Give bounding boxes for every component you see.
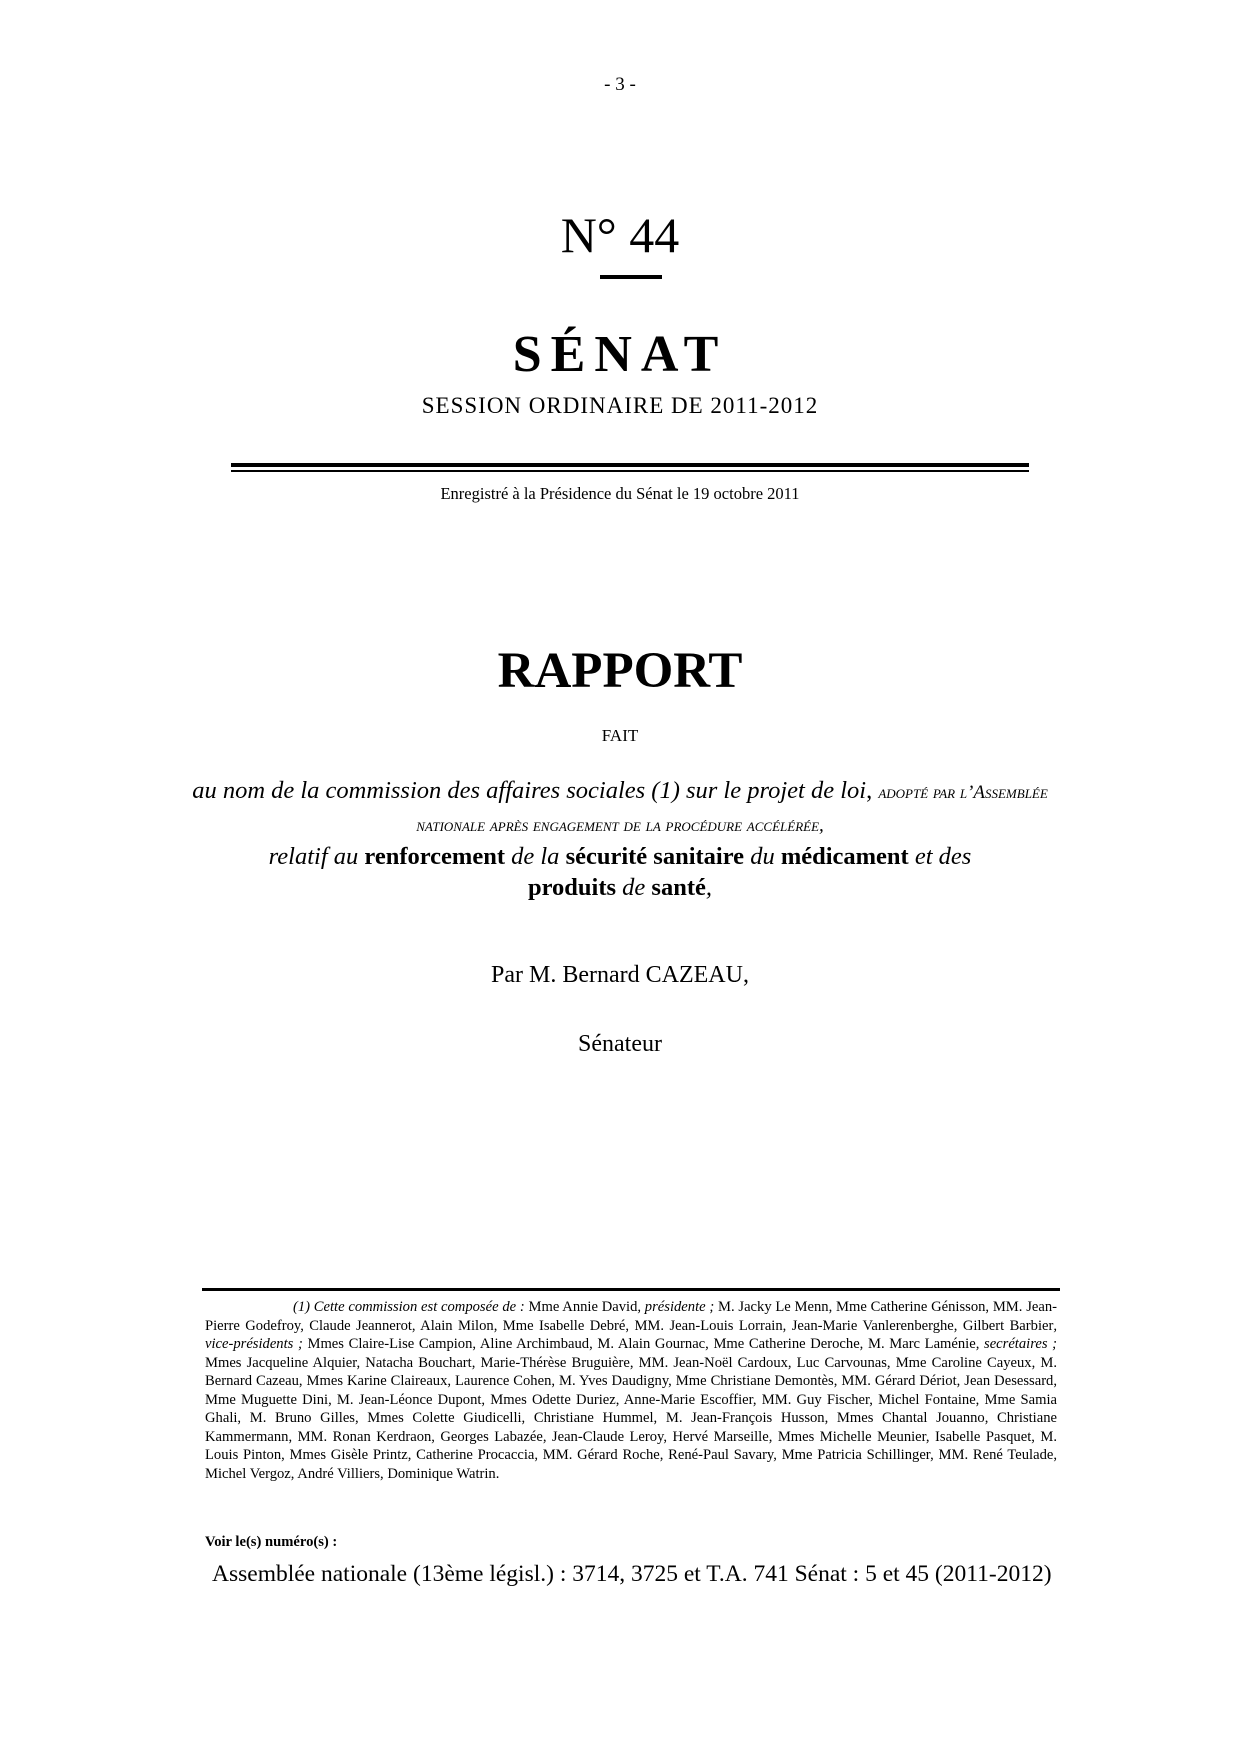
subject-text: du <box>744 843 781 870</box>
registration-line: Enregistré à la Présidence du Sénat le 19 octobre 2011 <box>440 484 800 503</box>
footnote-text: M. Jacky Le Menn, Mme Catherine Génisson, MM. Jean-Pierre Godefroy, Claude Jeannerot, Alain Milon, Mme Isabelle Debré, MM. Jean-Louis Lorrain, Jean-Marie Vanlerenberghe, Gilbert Barbier <box>205 1299 1057 1334</box>
see-numbers-label: Voir le(s) numéro(s) : <box>205 1534 338 1550</box>
footnote <box>205 1298 1057 1483</box>
subject-text: , <box>866 777 879 804</box>
subject-text: au nom de la commission des affaires sociales (1) sur le projet de loi <box>192 777 867 804</box>
title-underline <box>600 275 662 279</box>
subject-bold-text: renforcement <box>364 843 505 870</box>
subject-bold-text: médicament <box>780 843 909 870</box>
footnote-text: (1) Cette commission est composée de : <box>293 1299 529 1315</box>
author-line: Par M. Bernard CAZEAU, <box>491 962 749 988</box>
report-subject <box>180 775 1060 903</box>
subject-text: et des <box>908 843 972 870</box>
double-divider <box>231 463 1029 473</box>
subject-text: de <box>616 874 652 901</box>
footnote-divider <box>202 1288 1060 1291</box>
subject-text: de la <box>505 843 566 870</box>
page-number: - 3 - <box>604 74 636 95</box>
document-type-heading: RAPPORT <box>497 643 743 699</box>
subject-bold-text: santé <box>651 874 706 901</box>
subject-bold-text: sécurité sanitaire <box>565 843 745 870</box>
footnote-text: , vice-présidents ; <box>205 1317 1057 1352</box>
subject-text: , <box>705 874 712 901</box>
chamber-title: SÉNAT <box>512 326 728 383</box>
footnote-text: Mme Annie David <box>528 1299 638 1315</box>
subject-smallcaps-text: adopté par l’Assemblée nationale après engagement de la procédure accélérée, <box>416 782 1048 836</box>
subject-bold-text: produits <box>527 874 617 901</box>
footnote-text: Mmes Claire-Lise Campion, Aline Archimbaud, M. Alain Gournac, Mme Catherine Deroche, M. Marc Laménie <box>307 1336 976 1352</box>
footnote-text: Mmes Jacqueline Alquier, Natacha Bouchart, Marie-Thérèse Bruguière, MM. Jean-Noël Cardoux, Luc Carvounas, Mme Caroline Cayeux, M. Bernard Cazeau, Mmes Karine Claireaux, Laurence Cohen, M. Yves Daudigny, Mme Christiane Demontès, MM. Gérard Dériot, Jean Desessard, Mme Muguette Dini, M. Jean-Léonce Dupont, Mmes Odette Duriez, Anne-Marie Escoffier, MM. Guy Fischer, Michel Fontaine, Mme Samia Ghali, M. Bruno Gilles, Mmes Colette Giudicelli, Christiane Hummel, M. Jean-François Husson, Mmes Chantal Jouanno, Christiane Kammermann, MM. Ronan Kerdraon, Georges Labazée, Jean-Claude Leroy, Hervé Marseille, Mmes Michelle Meunier, Isabelle Pasquet, M. Louis Pinton, Mmes Gisèle Printz, Catherine Procaccia, MM. Gérard Roche, René-Paul Savary, Mme Patricia Schillinger, MM. René Teulade, Michel Vergoz, André Villiers, Dominique Watrin. <box>205 1354 1057 1482</box>
session-line: SESSION ORDINAIRE DE 2011-2012 <box>421 393 819 418</box>
document-references: Assemblée nationale (13ème législ.) : 3714, 3725 et T.A. 741 Sénat : 5 et 45 (2011-2012) <box>212 1561 1052 1587</box>
report-number: N° 44 <box>560 207 680 263</box>
subject-text: relatif au <box>268 843 365 870</box>
fait-label: FAIT <box>601 726 639 745</box>
footnote-text: , secrétaires ; <box>975 1336 1058 1352</box>
author-title: Sénateur <box>578 1031 662 1057</box>
footnote-text: , présidente ; <box>637 1299 718 1315</box>
